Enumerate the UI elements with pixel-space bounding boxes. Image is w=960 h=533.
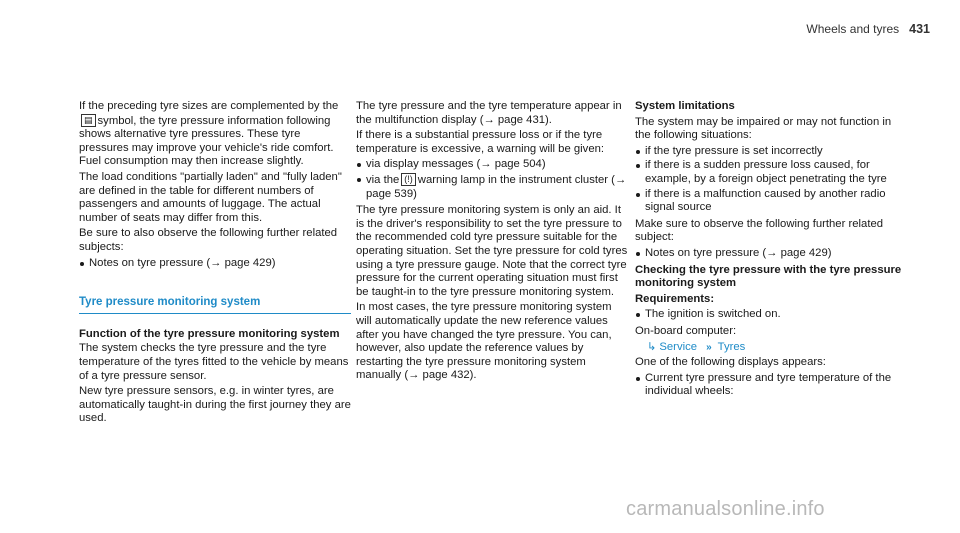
column-1	[79, 100, 351, 428]
list-item[interactable]: via display messages (→ page 504)	[356, 158, 628, 172]
column-3	[635, 100, 907, 402]
paragraph: In most cases, the tyre pressure monitoring system will automatically update the new reference values after you have changed the tyre pressure. You can, however, also update the reference values by restarting the tyre pressure monitoring system manually (→ page 432).	[356, 301, 612, 382]
paragraph: Make sure to observe the following further related subject:	[635, 217, 884, 244]
menu-item-tyres[interactable]: Tyres	[717, 340, 746, 353]
page-header	[780, 22, 930, 36]
chevron-right-icon: »	[706, 341, 712, 353]
warning-list	[356, 158, 628, 201]
watermark: carmanualsonline.info	[626, 498, 825, 520]
requirements-heading: Requirements:	[635, 292, 715, 305]
list-item: Current tyre pressure and tyre temperature of the individual wheels:	[635, 372, 907, 399]
heading-checking-tyre-pressure: Checking the tyre pressure with the tyre pressure monitoring system	[635, 263, 902, 290]
limitations-list	[635, 145, 907, 215]
paragraph: If there is a substantial pressure loss or if the tyre temperature is excessive, a warning will be given:	[356, 129, 605, 155]
list-item: if the tyre pressure is set incorrectly	[635, 145, 907, 159]
related-list	[635, 247, 907, 261]
paragraph: New tyre pressure sensors, e.g. in winter tyres, are automatically taught-in during the first journey they are used.	[79, 385, 351, 425]
paragraph: Be sure to also observe the following further related subjects:	[79, 227, 338, 253]
page-number: 431	[909, 22, 930, 36]
related-list	[79, 257, 351, 271]
list-item: if there is a sudden pressure loss caused, for example, by a foreign object penetrating the tyre	[635, 159, 907, 186]
sub-heading: Function of the tyre pressure monitoring system	[79, 327, 340, 340]
requirements-list	[635, 308, 907, 322]
paragraph: The system checks the tyre pressure and the tyre temperature of the tyres fitted to the vehicle by means of a tyre pressure sensor.	[79, 342, 349, 382]
paragraph: On-board computer:	[635, 324, 737, 337]
paragraph: The tyre pressure monitoring system is only an aid. It is the driver's responsibility to set the tyre pressure to the recommended cold tyre pressure suitable for the operating situation. Set the tyre pressure for cold tyres using a tyre pressure gauge. Note that the correct tyre pressure for the current operating situation must first be taught-in to the tyre pressure monitoring system.	[356, 204, 628, 298]
paragraph: The system may be impaired or may not function in the following situations:	[635, 115, 892, 142]
heading-system-limitations: System limitations	[635, 100, 735, 112]
displays-list	[635, 372, 907, 399]
section-title: Tyre pressure monitoring system	[79, 296, 351, 314]
paragraph: One of the following displays appears:	[635, 356, 826, 369]
list-item[interactable]: Notes on tyre pressure (→ page 429)	[635, 247, 907, 261]
menu-item-service[interactable]: Service	[659, 340, 698, 353]
tyre-info-icon: ▤	[81, 114, 96, 127]
list-item[interactable]: Notes on tyre pressure (→ page 429)	[79, 257, 351, 271]
column-2	[356, 100, 628, 385]
section-name: Wheels and tyres	[806, 22, 900, 36]
paragraph: If the preceding tyre sizes are complemented by the▤ symbol, the tyre pressure information following shows alternative tyre pressures. These tyre pressures may improve your vehicle's ride comfort. Fuel consumption may then increase slightly.	[79, 100, 339, 168]
list-item: if there is a malfunction caused by another radio signal source	[635, 188, 907, 215]
list-item: The ignition is switched on.	[635, 308, 907, 322]
list-item[interactable]: via the (!) warning lamp in the instrument cluster (→ page 539)	[356, 173, 628, 201]
paragraph: The load conditions "partially laden" and "fully laden" are defined in the table for different numbers of passengers and amounts of luggage. The actual number of seats may differ from this.	[79, 170, 342, 224]
tyre-warning-lamp-icon: (!)	[401, 173, 416, 186]
arrow-right-icon: ↳	[647, 340, 657, 353]
menu-path	[635, 341, 907, 355]
paragraph: The tyre pressure and the tyre temperature appear in the multifunction display (→ page 431).	[356, 100, 622, 126]
